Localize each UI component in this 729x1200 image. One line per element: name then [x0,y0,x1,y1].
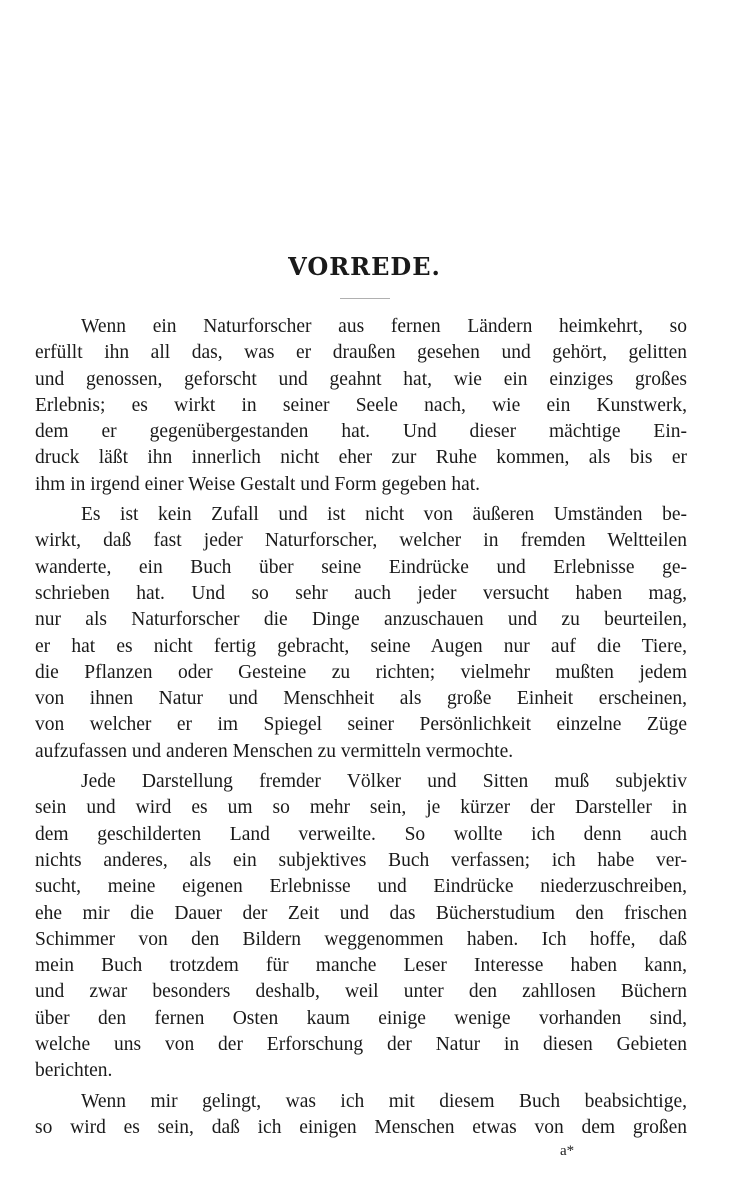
title-divider [340,298,390,299]
text-line: Wenn ein Naturforscher aus fernen Ländern heimkehrt, so [81,316,687,337]
text-line: welche uns von der Erforschung der Natur in diesen Gebieten [35,1034,687,1056]
text-line: ihm in irgend einer Weise Gestalt und Form gegeben hat. [35,473,481,495]
text-line: Schimmer von den Bildern weggenommen haben. Ich hoffe, daß [35,928,687,950]
text-line: nur als Naturforscher die Dinge anzuschauen und zu beurteilen, [35,609,687,631]
text-line: die Pflanzen oder Gesteine zu richten; vielmehr mußten jedem [35,661,687,683]
text-line: wirkt, daß fast jeder Naturforscher, welcher in fremden Weltteilen [35,530,687,552]
text-line: und genossen, geforscht und geahnt hat, wie ein einziges großes [35,368,687,390]
text-line: sucht, meine eigenen Erlebnisse und Eindrücke niederzuschreiben, [35,876,687,898]
preface-text [35,314,687,1141]
text-line: aufzufassen und anderen Menschen zu vermitteln vermochte. [35,740,514,762]
paragraph [35,1089,687,1142]
text-line: dem er gegenübergestanden hat. Und dieser mächtige Ein- [35,421,687,443]
text-line: so wird es sein, daß ich einigen Menschen etwas von dem großen [35,1116,687,1138]
text-line: nichts anderes, als ein subjektives Buch verfassen; ich habe ver- [35,849,687,871]
page-title: VORREDE. [288,252,441,281]
text-line: Jede Darstellung fremder Völker und Sitten muß subjektiv [81,771,687,793]
paragraph [35,314,687,498]
paragraph [35,502,687,765]
text-line: druck läßt ihn innerlich nicht eher zur Ruhe kommen, als bis er [35,447,687,469]
text-line: schrieben hat. Und so sehr auch jeder versucht haben mag, [35,582,687,604]
text-line: über den fernen Osten kaum einige wenige vorhanden sind, [35,1007,687,1029]
text-line: ehe mir die Dauer der Zeit und das Bücherstudium den frischen [35,902,687,924]
text-line: Wenn mir gelingt, was ich mit diesem Buch beabsichtige, [81,1090,687,1112]
text-line: er hat es nicht fertig gebracht, seine Augen nur auf die Tiere, [35,635,687,657]
paragraph [35,769,687,1085]
text-line: wanderte, ein Buch über seine Eindrücke und Erlebnisse ge- [35,556,687,578]
text-line: dem geschilderten Land verweilte. So wollte ich denn auch [35,823,687,845]
text-line: Erlebnis; es wirkt in seiner Seele nach, wie ein Kunstwerk, [35,394,687,416]
text-line: und zwar besonders deshalb, weil unter den zahllosen Büchern [35,981,687,1003]
text-line: erfüllt ihn all das, was er draußen gesehen und gehört, gelitten [35,342,687,364]
text-line: mein Buch trotzdem für manche Leser Interesse haben kann, [35,955,687,977]
signature-mark: a* [560,1143,575,1159]
text-line: von welcher er im Spiegel seiner Persönlichkeit einzelne Züge [35,714,687,736]
text-line: berichten. [35,1060,113,1082]
text-line: sein und wird es um so mehr sein, je kürzer der Darsteller in [35,797,687,819]
text-line: Es ist kein Zufall und ist nicht von äußeren Umständen be- [81,504,687,526]
text-line: von ihnen Natur und Menschheit als große Einheit erscheinen, [35,688,687,710]
